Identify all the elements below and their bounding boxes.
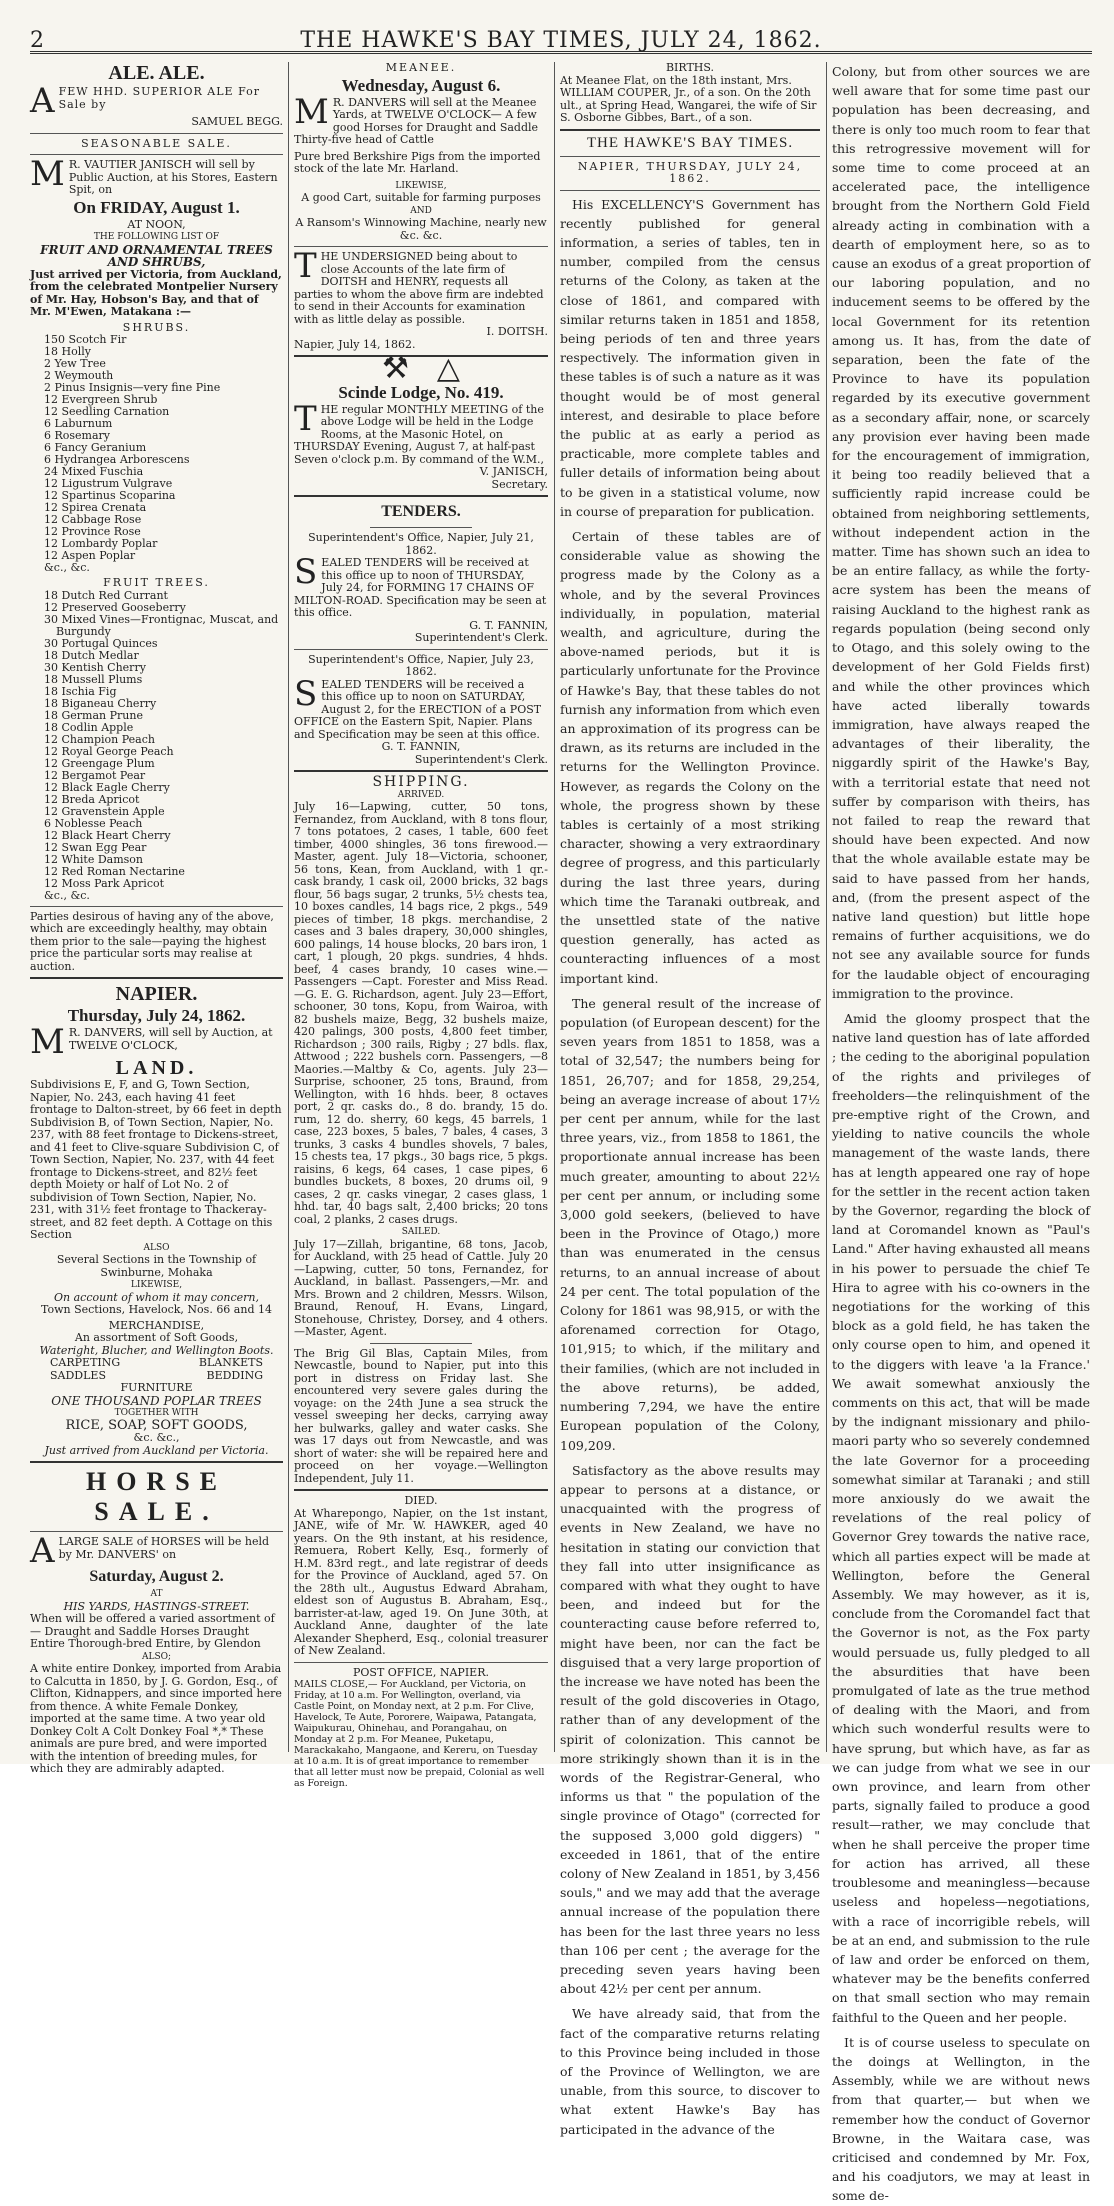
editorial-continued (832, 62, 1090, 2206)
editorial-paragraph: We have already said, that from the fact of the comparative returns relating to this Province being included in those of the Province of Wellington, we are unable, from this source, to discover to what extent Hawke's Bay has participated in the advance of the (560, 2006, 820, 2137)
machine-item: A Ransom's Winnowing Machine, nearly new &c. &c. (295, 216, 547, 242)
editorial-paragraph: His EXCELLENCY'S Government has recently published for general information, a series of tables, ten in number, compiled from the census returns of the Colony, as taken at the close of 1861, and compared with similar returns taken in 1851 and 1858, being periods of ten and three years respectively. The information given in these tables is of such a nature as it was thought would be of most general interest, and desirable to place before the public at as early a period as practicable, more complete tables and fuller details of information being about to be given in a statistical volume, now in course of preparation for publication. (560, 196, 820, 519)
tender2-text: SEALED TENDERS will be received a this office up to noon on SATURDAY, August 2, for the ERECTION of a POST OFFICE on the Eastern Spit, Napier. Plans and Specification may be seen at this office. (294, 673, 542, 741)
lodge-heading: Scinde Lodge, No. 419. (338, 382, 504, 402)
saddles: SADDLES (50, 1368, 106, 1382)
shrub-item: 12 Spirea Crenata (44, 501, 147, 514)
page-number: 2 (30, 28, 44, 53)
parties-note: Parties desirous of having any of the above, which are exceedingly healthy, may obtain them prior to the sale—paying the highest price the particular sorts may realise at auction. (30, 909, 274, 973)
fruit-tree-item: 12 White Damson (44, 852, 143, 866)
fruit-tree-item: 12 Preserved Gooseberry (44, 600, 186, 614)
meanee-heading: MEANEE. (385, 61, 457, 74)
column-3 (560, 61, 820, 2137)
likewise-label: LIKEWISE, (395, 180, 447, 191)
fruit-tree-item: 12 Greengage Plum (44, 756, 155, 770)
swinburne-sections: Several Sections in the Township of Swinburne, Mohaka (56, 1253, 257, 1279)
shrub-item: 2 Yew Tree (44, 357, 106, 370)
fruit-tree-item: 18 Mussell Plums (44, 672, 143, 686)
lodge-signature: V. JANISCH, (479, 465, 548, 478)
fruit-tree-item: 12 Champion Peach (44, 732, 155, 746)
editorial-body (560, 195, 820, 2139)
fruit-tree-item: 30 Mixed Vines—Frontignac, Muscat, and Burgundy (44, 612, 279, 638)
meanee-ad: M R. DANVERS will sell at the Meanee Yards, at TWELVE O'CLOCK— A few good Horses for Draught and Saddle Thirty-five head of Cattle (294, 91, 539, 146)
shrub-item: 12 Seedling Carnation (44, 405, 170, 418)
etc-label: &c. &c., (133, 1431, 180, 1444)
shrub-item: 2 Weymouth (44, 369, 114, 382)
fruit-tree-item: 18 Codlin Apple (44, 720, 134, 734)
shrub-item: 6 Hydrangea Arborescens (44, 453, 190, 466)
newspaper-title: THE HAWKE'S BAY TIMES, JULY 24, 1862. (300, 28, 822, 53)
fruit-tree-item: 12 Red Roman Nectarine (44, 864, 185, 878)
shrub-item: 6 Laburnum (44, 417, 113, 430)
shrub-item: 6 Fancy Geranium (44, 441, 147, 454)
column-rule (288, 62, 289, 1752)
column-rule (826, 62, 827, 1752)
napier-heading: NAPIER. (115, 983, 198, 1005)
fruit-tree-item: 18 German Prune (44, 708, 143, 722)
tender1-signature: G. T. FANNIN, (469, 618, 548, 632)
square-compass-icon: ⚒ (382, 351, 409, 386)
carpeting: CARPETING (50, 1356, 121, 1369)
births-heading: BIRTHS. (665, 61, 715, 74)
fruit-tree-item: 18 Ischia Fig (44, 684, 117, 698)
fruit-tree-item: 30 Kentish Cherry (44, 660, 146, 674)
arrived-label: ARRIVED. (397, 789, 445, 800)
tenders-heading: TENDERS. (381, 503, 461, 520)
sailings-list: July 17—Zillah, brigantine, 68 tons, Jacob, for Auckland, with 25 head of Cattle. July 20—Lapwing, cutter, 50 tons, Fernandez, for Auckland, in ballast. Passengers,—Mr. and Mrs. Brown and 2 children, Messrs. Wilson, Braund, Renouf, H. Evans, Lingard, Stonehouse, Christey, Dorsey, and 4 others.—Master, Agent. (294, 1237, 548, 1338)
boots: Wateright, Blucher, and Wellington Boots. (39, 1343, 274, 1357)
ale-ad: AFEW HHD. SUPERIOR ALE For Sale by (30, 81, 260, 121)
editorial-paragraph: Colony, but from other sources we are well aware that for some time past our population has been decreasing, and there is only too much room to fear that this retrogressive movement will for some time to come proceed at an accelerated pace, the intelligence brought from the Northern Gold Field already acting in combination with a dearth of employment here, so as to cause an exodus of a great proportion of our laboring population, and no inducement seems to be offered by the local Government for its retention among us. It has, from the date of separation, been the fate of the Province to have its population regarded by its executive government as a secondary affair, none, or scarcely any provision ever having been made for the encouragement of immigration, it being too readily believed that a sufficiently rapid increase could be obtained from neighboring settlements, without independent action in the matter. Time has shown such an idea to be an entire fallacy, as while the forty-acre system has been the means of raising Auckland to the highest rank as regards population (being second only to Otago, and this solely owing to the development of her Gold Fields first) and while the other provinces which have acted liberally towards immigration, have always reaped the advantages of their liberality, the niggardly spirit of the Hawke's Bay, with a territorial estate that need not suffer by comparison with theirs, has not failed to reap the reward that should have been expected. And now that the whole available estate may be said to have passed from her hands, and, (from the present aspect of the native land question) but little hope remains of further acquisitions, we do not see any available source for funds for the laudable object of encouraging immigration to the province. (832, 64, 1090, 1001)
editorial-paragraph: The general result of the increase of population (of European descent) for the seven years from 1851 to 1858, was a total of 32,547; the numbers being for 1851, 26,707; and for 1858, 29,254, being an average increase of about 17½ per cent per annum, while for the last three years, viz., from 1858 to 1861, the proportionate annual increase has been much greater, amounting to about 22½ per cent per annum, or including some 3,000 gold seekers, (believed to have been in the Province of Otago,) more than was enumerated in the census returns, to an annual increase of about 24 per cent. The total population of the Colony for 1861 was 98,915, or with the aforenamed correction for Otago, 101,915; to which, if the military and their families, (which are not included in the above returns), be added, numbering 7,294, we have the entire European population of the Colony, 109,209. (560, 995, 820, 1453)
trees-heading: FRUIT AND ORNAMENTAL TREES AND SHRUBS, (40, 242, 273, 269)
shrubs-heading: SHRUBS. (122, 320, 191, 334)
shrub-item: 18 Holly (44, 345, 91, 358)
fruit-tree-item: 12 Moss Park Apricot (44, 876, 165, 890)
arrivals-list: July 16—Lapwing, cutter, 50 tons, Fernandez, from Auckland, with 8 tons flour, 7 tons potatoes, 2 cases, 1 table, 600 feet timber, 4000 shingles, 36 tons firewood.—Master, agent. July 18—Victoria, schooner, 56 tons, Kean, from Auckland, with 1 qr.-cask brandy, 1 cask oil, 2000 bricks, 32 bags flour, 56 bags sugar, 2 trunks, 5½ chests tea, 10 boxes candles, 14 bags rice, 2 pkgs., 549 pieces of timber, 18 pkgs. merchandise, 2 cases and 3 bales drapery, 30,000 shingles, 600 palings, 14 house blocks, 20 bars iron, 1 cart, 1 plough, 20 pkgs. sundries, 4 hhds. beef, 4 cases brandy, 10 cases wine.—Passengers —Capt. Forester and Miss Read.—G. E. G. Richardson, agent. July 23—Effort, schooner, 30 tons, Kopu, from Wairoa, with 82 bushels maize, Begg, 32 bushels maize, 420 palings, 300 posts, 4,800 feet timber, Richardson ; 300 rails, Rigby ; 27 bdls. flax, Attwood ; 222 bushels corn. Passengers, —8 Maories.—Maltby & Co, agents. July 23—Surprise, schooner, 25 tons, Braund, from Wellington, with 16 hhds. beer, 8 octaves port, 2 qr. casks do., 8 do. brandy, 15 do. rum, 12 do. sherry, 60 kegs, 45 barrels, 1 case, 223 boxes, 5 bales, 7 bales, 4 cases, 3 trunks, 3 casks 4 bundles shovels, 7 bales, 15 chests tea, 17 pkgs., 30 bags rice, 5 pkgs. raisins, 6 kegs, 64 cases, 1 case pipes, 6 bundles buckets, 8 boxes, 20 drums oil, 9 cases, 2 qr. casks vinegar, 2 cases glass, 1 hhd. tar, 40 bags salt, 2,400 bricks; 20 tons coal, 2 planks, 2 cases drugs. (294, 800, 548, 1226)
havelock-sections: Town Sections, Havelock, Nos. 66 and 14 (41, 1303, 272, 1316)
ale-heading: ALE. ALE. (108, 62, 205, 84)
merchandise-heading: MERCHANDISE, (108, 1318, 205, 1332)
horse-sale-ad: ALARGE SALE of HORSES will be held by Mr. DANVERS' on (30, 1531, 270, 1571)
doitsh-signature: I. DOITSH. (486, 325, 548, 338)
thursday-heading: Thursday, July 24, 1862. (67, 1006, 246, 1025)
horse-sale-heading: HORSE SALE. (85, 1467, 228, 1526)
also2-label: ALSO; (141, 1651, 172, 1662)
editorial-paragraph: Satisfactory as the above results may appear to persons at a distance, or unacquainted with the progress of events in New Zealand, we have no hesitation in stating our conviction that they fall into utter insignificance as compared with what they ought to have been, and indeed but for the counteracting cause before referred to, might have been, nor can the fact be disguised that a very large proportion of the increase we have noted has been the result of the gold discoveries in Otago, rather than of any development of the spirit of colonization. This cannot be more strikingly shown than it is in the words of the Registrar-General, who informs us that " the population of the single province of Otago" (corrected for the supposed 3,000 gold diggers) " exceeded in 1861, that of the entire colony of New Zealand in 1851, by 3,456 souls," and we may add that the average annual increase of the population there has been for the last three years no less than 106 per cent ; the average for the preceding seven years having been about 42½ per cent per annum. (560, 1462, 820, 1997)
blankets: BLANKETS (198, 1356, 263, 1369)
shrub-item: 2 Pinus Insignis—very fine Pine (44, 381, 221, 394)
tender2-clerk: Superintendent's Clerk. (414, 752, 548, 766)
yards-heading: HIS YARDS, HASTINGS-STREET. (63, 1599, 250, 1613)
shrub-item: 150 Scotch Fir (44, 333, 127, 346)
account-note: On account of whom it may concern, (54, 1290, 259, 1304)
together-label: TOGETHER WITH (114, 1408, 199, 1418)
shrub-item: 12 Lombardy Poplar (44, 537, 158, 550)
shrub-item: 12 Spartinus Scoparina (44, 489, 176, 502)
danvers-land-ad: M R. DANVERS, will sell by Auction, at TWELVE O'CLOCK, (30, 1022, 273, 1062)
just-arrived: Just arrived from Auckland per Victoria. (44, 1443, 269, 1457)
column-rule (554, 62, 555, 1752)
fruit-tree-item: 18 Dutch Medlar (44, 648, 139, 662)
fruit-tree-item: 12 Gravenstein Apple (44, 804, 165, 818)
shrub-item: 24 Mixed Fuschia (44, 465, 144, 478)
shrub-item: 6 Rosemary (44, 429, 111, 442)
compass-icon: △ (436, 351, 460, 386)
tender2-signature: G. T. FANNIN, (381, 740, 461, 753)
land-details: Subdivisions E, F, and G, Town Section, Napier, No. 243, each having 41 feet frontage to Dalton-street, by 66 feet in depth Subdivision B, of Town Section, Napier, No. 237, with 88 feet frontage to Dickens-street, and 41 feet to Clive-square Subdivision C, of Town Section, Napier, No. 237, with 44 feet frontage to Dickens-street, and 82½ feet depth Moiety or half of Lot No. 2 of subdivision of Town Section, Napier, No. 231, with 31½ feet frontage to Thackeray-street, and 82 feet depth. A Cottage on this Section (30, 1078, 282, 1241)
wednesday-heading: Wednesday, August 6. (341, 75, 501, 95)
and-label: AND (410, 205, 432, 216)
bedding: BEDDING (206, 1368, 263, 1382)
editorial-paragraph: Amid the gloomy prospect that the native land question has of late afforded ; the ceding to the aboriginal population of the rights and privileges of freeholders—the relinquishment of the pre-emptive right of the Crown, and yielding to native councils the whole management of the waste lands, there has at length appeared one ray of hope for the settler in the recent action taken by the Governor, regarding the block of land at Coromandel known as "Paul's Land." After having exhausted all means in his power to persuade the chief Te Hira to agree with his co-owners in the negotiations for the working of this block as a gold field, he has taken the only course open to him, and opened it to the diggers with leave 'a la France.' We await somewhat anxiously the comments on this act, that will be made by the indignant missionary and philo-maori party who so severely condemned the late Governor for a proceeding somewhat similar at Taranaki ; and still more anxiously do we await the revelations of the real policy of Governor Grey towards the native race, which all parties expect will be made at Wellington, before the General Assembly. We may however, as it is, conclude from the Coromandel fact that the Governor is not, as the Fox party would persuade us, fully pledged to all the absurdities that have been promulgated of late as the true method of dealing with the Maori, and from which such wonderful results were to have sprung, but which have, as far as we can judge from what we see in our own province, and learn from other parts, signally failed to produce a good result—rather, we may conclude that when he shall perceive the proper time for action has arrived, all these troublesome and meaningless—because useless and hopeless—negotiations, with a race of incorrigible rebels, will be at an end, and submission to the rule of law and order be enforced on them, whatever may be the benefits conferred on that small section who may remain faithful to the Queen and her people. (832, 1010, 1090, 2025)
donkey-list: A white entire Donkey, imported from Arabia to Calcutta in 1850, by J. G. Gordon, Esq., of Clifton, Kidnappers, and since imported here from thence. A white Female Donkey, imported at the same time. A two year old Donkey Colt A Colt Donkey Foal *,* These animals are pure bred, and were imported with the intention of breeding mules, for which they are admirably adapted. (30, 1662, 282, 1775)
fruit-tree-item: 12 Black Heart Cherry (44, 828, 171, 842)
fruit-tree-item: 18 Dutch Red Currant (44, 588, 168, 602)
tender1-clerk: Superintendent's Clerk. (414, 631, 548, 644)
shrub-item: 12 Ligustrum Vulgrave (44, 477, 173, 490)
shrub-item: &c., &c. (44, 561, 90, 574)
gil-blas-note: The Brig Gil Blas, Captain Miles, from Newcastle, bound to Napier, put into this port in distress on Friday last. She encountered very severe gales during the voyage: on the 24th June a sea struck the vessel sweeping her decks, carrying away her bulwarks, galley and water casks. She was 17 days out from Newcastle, and was short of water: she will be repaired here and proceed on her voyage.—Wellington Independent, July 11. (294, 1346, 548, 1485)
sailed-label: SAILED. (401, 1227, 441, 1237)
likewise-label: LIKEWISE, (130, 1280, 183, 1290)
shrub-item: 12 Cabbage Rose (44, 513, 142, 526)
column-2 (294, 61, 548, 1789)
dateline: NAPIER, THURSDAY, JULY 24, 1862. (577, 159, 803, 185)
soft-goods: An assortment of Soft Goods, (74, 1331, 239, 1344)
shrub-item: 12 Evergreen Shrub (44, 393, 158, 406)
fruit-tree-item: 12 Swan Egg Pear (44, 840, 147, 854)
editorial-paragraph: It is of course useless to speculate on the doings at Wellington, in the Assembly, while we are without news from that quarter,— but when we remember how the conduct of Governor Browne, in the Waitara case, was criticised and condemned by Mr. Fox, and his coadjutors, we may at least in some de- (832, 2034, 1090, 2204)
births-list: At Meanee Flat, on the 18th instant, Mrs. WILLIAM COUPER, Jr., of a son. On the 20th ult., at Spring Head, Wangarei, the wife of Sir S. Osborne Gibbes, Bart., of a son. (560, 73, 817, 124)
column-4 (832, 62, 1090, 2204)
at-label: AT (150, 1589, 163, 1599)
column-1 (30, 62, 283, 1775)
shrub-item: 12 Aspen Poplar (44, 549, 136, 562)
post-office-heading: POST OFFICE, NAPIER. (353, 1665, 489, 1679)
noon-label: AT NOON, (127, 217, 186, 231)
died-heading: DIED. (404, 1494, 438, 1507)
masthead (30, 28, 1092, 54)
masonic-emblems (294, 351, 548, 386)
horse-list: When will be offered a varied assortment of— Draught and Saddle Horses Draught Entire Thorough-bred Entire, by Glendon (30, 1612, 275, 1650)
fruit-tree-item: 18 Biganeau Cherry (44, 696, 157, 710)
cart-item: A good Cart, suitable for farming purposes (301, 191, 541, 204)
fruit-tree-item: &c., &c. (44, 888, 90, 902)
fruit-tree-item: 12 Bergamot Pear (44, 768, 146, 782)
fruit-tree-item: 12 Black Eagle Cherry (44, 780, 170, 794)
furniture: FURNITURE (120, 1381, 193, 1394)
editorial-paragraph: Certain of these tables are of considerable value as showing the progress made by the Colony as a whole, and by the several Provinces individually, in population, material wealth, and agriculture, during the above-named periods, but it is particularly unfortunate for the Province of Hawke's Bay, that these tables do not furnish any information from which even an approximation of its progress can be drawn, as its returns are included in the returns for the Wellington Province. However, as regards the Colony on the whole, the progress shown by these tables is certainly of a most striking character, showing a very extraordinary degree of progress, and this particularly during the last three years, during which time the Taranaki outbreak, and the unsettled state of the native question generally, has acted as counteracting influences of a most important kind. (560, 528, 820, 986)
seasonable-heading: SEASONABLE SALE. (81, 136, 232, 150)
tender1-office: Superintendent's Office, Napier, July 21, 1862. (308, 531, 534, 557)
fruit-trees-list (30, 590, 283, 902)
arrival-note: Just arrived per Victoria, from Auckland, from the celebrated Montpelier Nursery of Mr. Hay, Hobson's Bay, and that of Mr. M'Ewen, Matakana :— (30, 267, 282, 318)
shipping-heading: SHIPPING. (372, 774, 470, 790)
paper-heading: THE HAWKE'S BAY TIMES. (586, 134, 794, 151)
doitsh-date: Napier, July 14, 1862. (294, 337, 416, 351)
tender1-text: SEALED TENDERS will be received at this office up to noon of THURSDAY, July 24, for FORMING 17 CHAINS OF MILTON-ROAD. Specification may be seen at this office. (294, 552, 547, 619)
deaths-list: At Wharepongo, Napier, on the 1st instant, JANE, wife of Mr. W. HAWKER, aged 40 years. On the 9th instant, at his residence, Remuera, Robert Kelly, Esq., formerly of H.M. 83rd regt., and late registrar of deeds for the Province of Auckland, aged 57. On the 28th ult., Augustus Edward Abraham, eldest son of Augustus B. Abraham, Esq., barrister-at-law, aged 19. On June 30th, at Auckland Anne, daughter of the late Alexander Shepherd, Esq., colonial treasurer of New Zealand. (294, 1506, 548, 1657)
lodge-notice: THE regular MONTHLY MEETING of the above Lodge will be held in the Lodge Rooms, at the Masonic Hotel, on THURSDAY Evening, August 7, at half-past Seven o'clock p.m. By command of the W.M., (294, 398, 545, 466)
fruit-tree-item: 6 Noblesse Peach (44, 816, 143, 830)
post-office-text: MAILS CLOSE,— For Auckland, per Victoria, on Friday, at 10 a.m. For Wellington, overland, via Castle Point, on Monday next, at 2 p.m. For Clive, Havelock, Te Aute, Pororere, Waipawa, Patangata, Waipukurau, Ohinehau, and Porangahau, on Monday at 2 p.m. For Meanee, Puketapu, Marackakaho, Mangaone, and Kereru, on Tuesday at 10 a.m. It is of great importance to remember that all letter must now be prepaid, Colonial as well as Foreign. (294, 1679, 545, 1789)
fruit-tree-item: 12 Breda Apricot (44, 792, 140, 806)
fruit-trees-heading: FRUIT TREES. (103, 576, 210, 589)
shrub-item: 12 Province Rose (44, 525, 141, 538)
pigs-note: Pure bred Berkshire Pigs from the imported stock of the late Mr. Harland. (294, 149, 541, 175)
ale-signature: SAMUEL BEGG. (191, 115, 283, 128)
janisch-ad: M R. VAUTIER JANISCH will sell by Public Auction, at his Stores, Eastern Spit, on (30, 154, 278, 196)
fruit-tree-item: 30 Portugal Quinces (44, 636, 158, 650)
also-label: ALSO (143, 1242, 170, 1253)
doitsh-notice: THE UNDERSIGNED being about to close Accounts of the late firm of DOITSH and HENRY, requests all parties to whom the above firm are indebted to send in their Accounts for examination with as little delay as possible. (294, 246, 544, 326)
land-heading: LAND. (115, 1057, 198, 1079)
lodge-secretary: Secretary. (491, 477, 548, 491)
following-label: THE FOLLOWING LIST OF (93, 232, 220, 242)
fruit-tree-item: 12 Royal George Peach (44, 744, 174, 758)
saturday-heading: Saturday, August 2. (89, 1568, 224, 1585)
poplar-trees: ONE THOUSAND POPLAR TREES (51, 1393, 262, 1408)
rice-soap: RICE, SOAP, SOFT GOODS, (65, 1417, 248, 1433)
friday-heading: On FRIDAY, August 1. (73, 197, 240, 217)
shrubs-list (30, 334, 283, 574)
tender2-office: Superintendent's Office, Napier, July 23, 1862. (308, 652, 534, 678)
